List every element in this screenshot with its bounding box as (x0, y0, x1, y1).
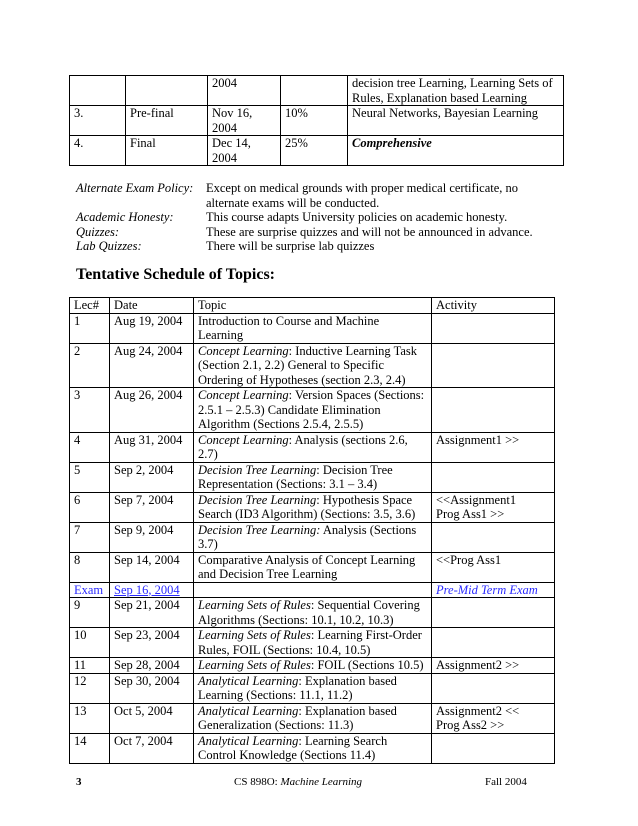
lecture-activity (432, 432, 555, 462)
grading-weight: 10% (281, 106, 348, 136)
lecture-topic (194, 733, 432, 763)
lecture-activity (432, 388, 555, 433)
schedule-row (70, 388, 555, 433)
lecture-number: 2 (70, 343, 110, 388)
topic-detail: : Learning Search Control Knowledge (Sections 11.4) (198, 733, 388, 762)
topic-detail: : Analysis (sections 2.6, 2.7) (198, 432, 408, 461)
lecture-number: 7 (70, 522, 110, 552)
policy-label: Quizzes: (76, 224, 120, 239)
lecture-number: 11 (70, 658, 110, 674)
lecture-activity (432, 658, 555, 674)
policies (76, 181, 556, 254)
grading-weight (281, 76, 348, 106)
lecture-number: 8 (70, 552, 110, 582)
lecture-topic (194, 552, 432, 582)
lecture-topic (194, 432, 432, 462)
schedule-row (70, 598, 555, 628)
grading-date: 2004 (208, 76, 281, 106)
topic-detail: : Decision Tree Representation (Sections: 3.1 – 3.4) (198, 462, 393, 491)
topic-area: Concept Learning (198, 432, 289, 447)
lecture-number: 13 (70, 703, 110, 733)
course-label (234, 775, 362, 790)
lecture-date: Aug 19, 2004 (110, 313, 194, 343)
topic-area: Decision Tree Learning: (198, 522, 321, 537)
lecture-number: 4 (70, 432, 110, 462)
lecture-number: 12 (70, 673, 110, 703)
lecture-topic (194, 628, 432, 658)
topic-detail: : Inductive Learning Task (Section 2.1, 2.2) General to Specific Ordering of Hypotheses (section 2.3, 2.4) (198, 343, 417, 387)
schedule-table-body (70, 313, 555, 763)
schedule-row (70, 492, 555, 522)
activity-line: Pre-Mid Term Exam (436, 582, 538, 597)
lecture-activity (432, 492, 555, 522)
schedule-table (69, 297, 555, 764)
topic-detail: Comparative Analysis of Concept Learning and Decision Tree Learning (198, 552, 416, 581)
lecture-date: Sep 21, 2004 (110, 598, 194, 628)
lecture-topic (194, 343, 432, 388)
activity-line: Assignment1 >> (436, 432, 520, 447)
grading-date: Nov 16, 2004 (208, 106, 281, 136)
activity-line: Assignment2 >> (436, 658, 520, 672)
topic-area: Analytical Learning (198, 733, 299, 748)
schedule-row (70, 733, 555, 763)
grading-table (69, 75, 564, 166)
topic-area: Analytical Learning (198, 703, 299, 718)
lecture-topic (194, 522, 432, 552)
lecture-topic (194, 388, 432, 433)
lecture-number: 5 (70, 462, 110, 492)
schedule-row (70, 703, 555, 733)
grading-row (70, 106, 564, 136)
lecture-date: Sep 14, 2004 (110, 552, 194, 582)
activity-line: Prog Ass1 >> (436, 507, 505, 521)
lecture-topic (194, 598, 432, 628)
schedule-exam-row (70, 582, 555, 598)
topic-detail: : Explanation based Generalization (Sections: 11.3) (198, 703, 397, 732)
lecture-topic (194, 313, 432, 343)
topic-detail: : Sequential Covering Algorithms (Sections: 10.1, 10.2, 10.3) (198, 598, 420, 627)
policy-text: Except on medical grounds with proper medical certificate, no alternate exams will be conducted. (206, 181, 519, 210)
topic-detail: : FOIL (Sections 10.5) (310, 658, 424, 672)
term: Fall 2004 (485, 776, 527, 788)
grading-row (70, 76, 564, 106)
lecture-activity (432, 522, 555, 552)
schedule-row (70, 552, 555, 582)
lecture-number: 1 (70, 313, 110, 343)
header-activity: Activity (432, 298, 555, 314)
grading-topics: Comprehensive (348, 136, 564, 166)
topic-area: Learning Sets of Rules (198, 628, 311, 642)
topic-area: Decision Tree Learning (198, 462, 317, 477)
lecture-number: Exam (70, 582, 110, 598)
lecture-topic (194, 492, 432, 522)
activity-line: <<Assignment1 (436, 492, 517, 507)
schedule-row (70, 343, 555, 388)
lecture-date: Sep 2, 2004 (110, 462, 194, 492)
topic-area: Concept Learning (198, 388, 289, 402)
policy-label: Alternate Exam Policy: (76, 181, 194, 195)
grading-number: 3. (70, 106, 126, 136)
topic-area: Learning Sets of Rules (198, 658, 311, 672)
lecture-number: 14 (70, 733, 110, 763)
schedule-row (70, 522, 555, 552)
lecture-date: Sep 9, 2004 (110, 522, 194, 552)
topic-detail: : Version Spaces (Sections: 2.5.1 – 2.5.3) Candidate Elimination Algorithm (Sections 2.5.4, 2.5.5) (198, 388, 425, 431)
topic-detail: : Hypothesis Space Search (ID3 Algorithm) (Sections: 3.5, 3.6) (198, 492, 416, 521)
grading-table-body (70, 76, 564, 166)
policy-row (76, 210, 556, 225)
grading-number (70, 76, 126, 106)
grading-exam-name (126, 76, 208, 106)
lecture-number: 6 (70, 492, 110, 522)
lecture-activity (432, 703, 555, 733)
schedule-header-row (70, 298, 555, 314)
lecture-date: Oct 7, 2004 (110, 733, 194, 763)
page-number: 3 (76, 776, 82, 788)
lecture-date: Sep 30, 2004 (110, 673, 194, 703)
grading-date: Dec 14, 2004 (208, 136, 281, 166)
policy-row (76, 225, 556, 240)
policy-text: These are surprise quizzes and will not be announced in advance. (206, 224, 533, 239)
lecture-topic (194, 658, 432, 674)
lecture-date: Aug 31, 2004 (110, 432, 194, 462)
lecture-activity (432, 313, 555, 343)
lecture-date: Sep 7, 2004 (110, 492, 194, 522)
lecture-activity (432, 733, 555, 763)
lecture-activity (432, 343, 555, 388)
activity-line: Assignment2 << (436, 703, 520, 718)
grading-exam-name: Final (126, 136, 208, 166)
lecture-topic (194, 703, 432, 733)
grading-number: 4. (70, 136, 126, 166)
lecture-date (110, 582, 194, 598)
activity-line: Prog Ass2 >> (436, 718, 505, 732)
lecture-date: Aug 26, 2004 (110, 388, 194, 433)
lecture-activity (432, 598, 555, 628)
topic-area: Decision Tree Learning (198, 492, 317, 507)
header-topic: Topic (194, 298, 432, 314)
topic-detail: : Learning First-Order Rules, FOIL (Sections: 10.4, 10.5) (198, 628, 422, 657)
course-name: Machine Learning (280, 776, 363, 788)
lecture-topic (194, 673, 432, 703)
schedule-row (70, 673, 555, 703)
exam-date-link[interactable]: Sep 16, 2004 (114, 582, 180, 597)
grading-row (70, 136, 564, 166)
grading-weight: 25% (281, 136, 348, 166)
lecture-topic (194, 462, 432, 492)
schedule-row (70, 432, 555, 462)
header-date: Date (110, 298, 194, 314)
lecture-date: Aug 24, 2004 (110, 343, 194, 388)
policy-label: Lab Quizzes: (76, 239, 142, 253)
lecture-activity (432, 582, 555, 598)
grading-topics: Neural Networks, Bayesian Learning (348, 106, 564, 136)
lecture-date: Sep 23, 2004 (110, 628, 194, 658)
topic-detail: Introduction to Course and Machine Learning (198, 313, 380, 342)
policy-text: This course adapts University policies on academic honesty. (206, 210, 508, 224)
policy-label: Academic Honesty: (76, 210, 174, 224)
grading-topics: decision tree Learning, Learning Sets of Rules, Explanation based Learning (348, 76, 564, 106)
lecture-number: 9 (70, 598, 110, 628)
grading-exam-name: Pre-final (126, 106, 208, 136)
lecture-date: Oct 5, 2004 (110, 703, 194, 733)
topic-area: Concept Learning (198, 343, 289, 358)
policy-text: There will be surprise lab quizzes (206, 239, 375, 253)
schedule-row (70, 313, 555, 343)
lecture-activity (432, 552, 555, 582)
schedule-row (70, 462, 555, 492)
lecture-activity (432, 462, 555, 492)
lecture-activity (432, 628, 555, 658)
activity-line: <<Prog Ass1 (436, 552, 502, 567)
schedule-row (70, 628, 555, 658)
policy-row (76, 239, 556, 254)
topic-area: Learning Sets of Rules (198, 598, 311, 612)
lecture-date: Sep 28, 2004 (110, 658, 194, 674)
policy-row (76, 181, 556, 210)
header-lec: Lec# (70, 298, 110, 314)
lecture-topic (194, 582, 432, 598)
lecture-number: 3 (70, 388, 110, 433)
topic-area: Analytical Learning (198, 673, 299, 688)
topic-detail: : Explanation based Learning (Sections: 11.1, 11.2) (198, 673, 397, 702)
schedule-heading: Tentative Schedule of Topics: (76, 266, 275, 283)
lecture-activity (432, 673, 555, 703)
schedule-row (70, 658, 555, 674)
topic-detail: Analysis (Sections 3.7) (198, 522, 417, 551)
course-code: CS 898O: (234, 776, 281, 788)
lecture-number: 10 (70, 628, 110, 658)
